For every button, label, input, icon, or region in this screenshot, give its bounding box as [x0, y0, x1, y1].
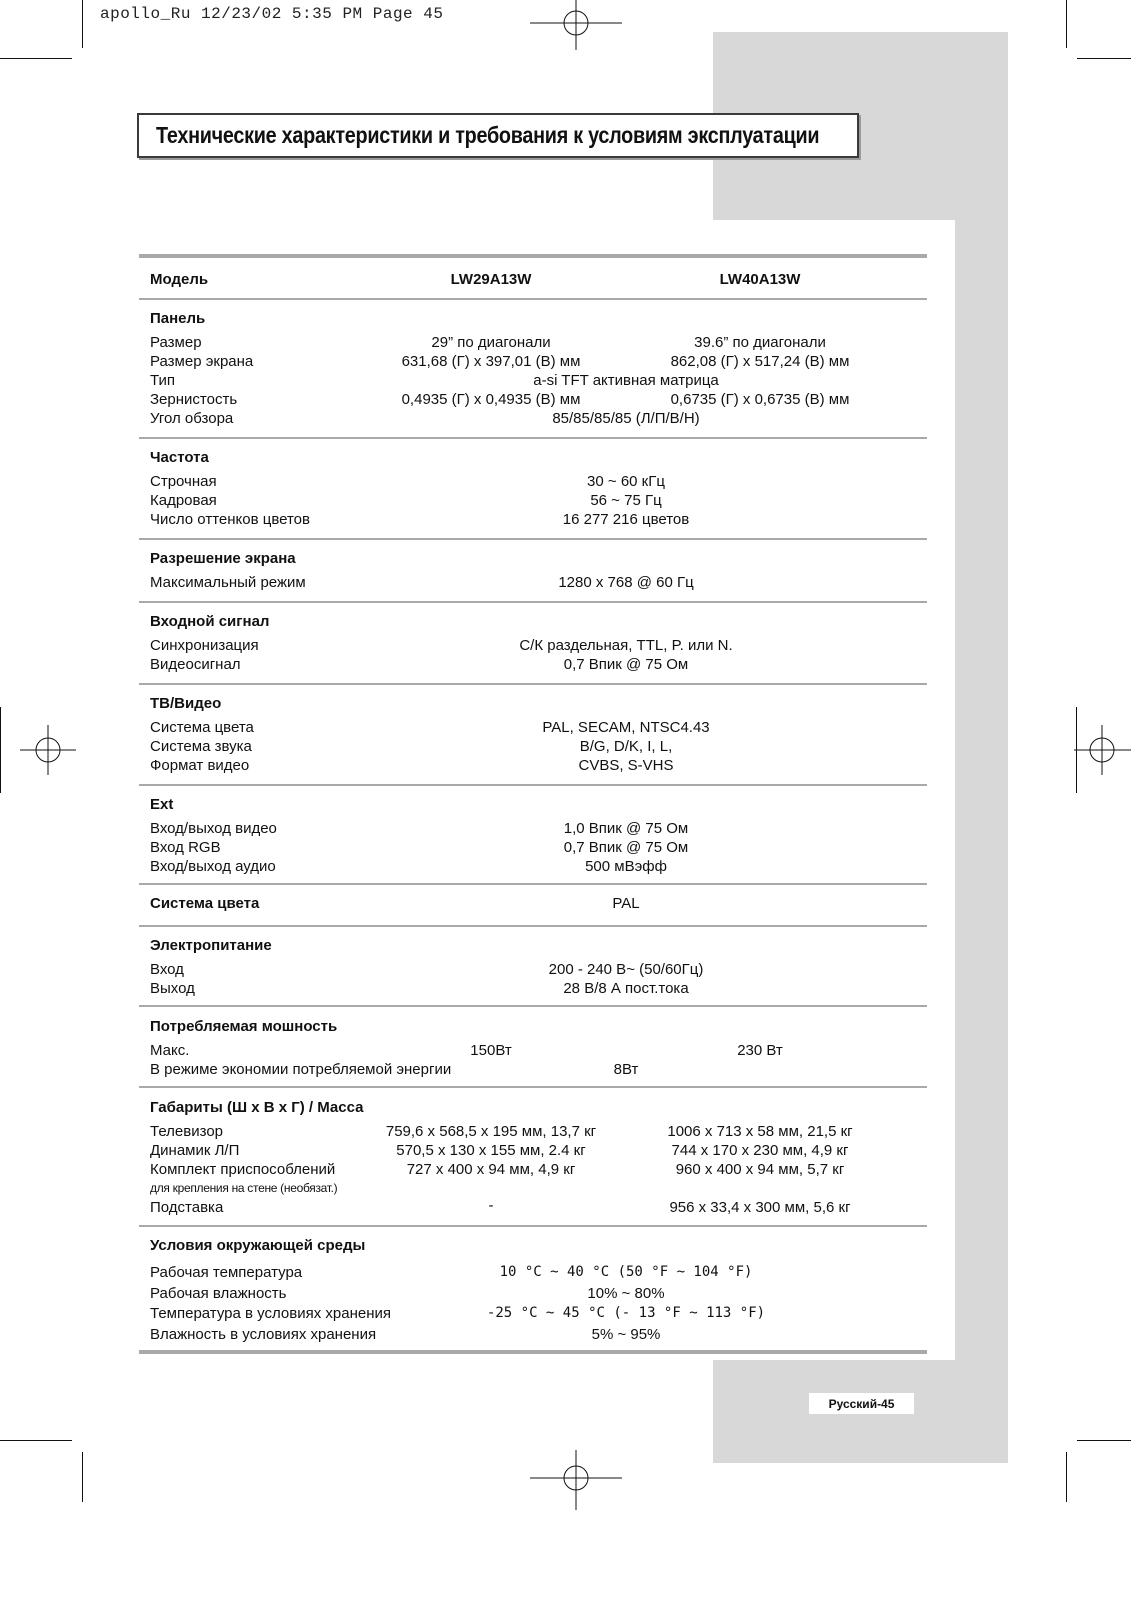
model-header-label: Модель	[150, 271, 209, 288]
spec-value: 500 мВэфф	[585, 858, 667, 875]
spec-value: 56 ~ 75 Гц	[590, 492, 662, 509]
spec-label: Подставка	[150, 1199, 224, 1216]
spec-value-model-2: 39.6” по диагонали	[694, 334, 826, 351]
spec-label: Синхронизация	[150, 637, 259, 654]
section-heading: Система цвета	[150, 895, 260, 912]
divider	[139, 538, 927, 540]
section-heading: Разрешение экрана	[150, 550, 296, 567]
divider	[139, 601, 927, 603]
spec-value: PAL	[612, 895, 640, 912]
spec-label: Рабочая температура	[150, 1264, 303, 1281]
spec-value: 10 °C ~ 40 °C (50 °F ~ 104 °F)	[499, 1264, 753, 1280]
spec-value-model-1: 29” по диагонали	[431, 334, 551, 351]
spec-label: Строчная	[150, 473, 217, 490]
spec-value-model-2: 1006 x 713 x 58 мм, 21,5 кг	[667, 1123, 853, 1140]
spec-value-model-1: 727 x 400 x 94 мм, 4,9 кг	[406, 1161, 576, 1178]
spec-value: a-si TFT активная матрица	[533, 372, 719, 389]
spec-value: 16 277 216 цветов	[562, 511, 690, 528]
spec-value-model-2: 960 x 400 x 94 мм, 5,7 кг	[675, 1161, 845, 1178]
spec-label: Размер экрана	[150, 353, 254, 370]
section-heading: Габариты (Ш x В x Г) / Масса	[150, 1099, 364, 1116]
spec-value: 85/85/85/85 (Л/П/В/Н)	[552, 410, 700, 427]
spec-value: PAL, SECAM, NTSC4.43	[542, 719, 710, 736]
model-1-header: LW29A13W	[450, 271, 532, 288]
spec-label: Вход/выход аудио	[150, 858, 276, 875]
spec-label: Вход/выход видео	[150, 820, 277, 837]
spec-value: -25 °C ~ 45 °C (- 13 °F ~ 113 °F)	[486, 1305, 766, 1321]
crop-mark	[1077, 58, 1131, 59]
section-heading: ТВ/Видео	[150, 695, 222, 712]
crop-mark	[1077, 1440, 1131, 1441]
spec-value: 0,7 Впик @ 75 Ом	[563, 656, 689, 673]
divider	[139, 1350, 927, 1354]
section-heading: Частота	[150, 449, 209, 466]
spec-value: CVBS, S-VHS	[578, 757, 674, 774]
spec-label: Влажность в условиях хранения	[150, 1326, 377, 1343]
spec-label: Максимальный режим	[150, 574, 306, 591]
spec-label: Система цвета	[150, 719, 254, 736]
spec-label: Макс.	[150, 1042, 190, 1059]
crop-mark	[1066, 0, 1067, 48]
spec-label: Температура в условиях хранения	[150, 1305, 391, 1322]
divider	[139, 683, 927, 685]
spec-label: В режиме экономии потребляемой энергии	[150, 1061, 452, 1078]
crop-mark	[1066, 1452, 1067, 1502]
divider	[139, 784, 927, 786]
crop-mark	[0, 58, 72, 59]
spec-value: С/К раздельная, TTL, P. или N.	[519, 637, 733, 654]
spec-value-model-2: 862,08 (Г) x 517,24 (В) мм	[670, 353, 850, 370]
spec-value-model-1: 631,68 (Г) x 397,01 (В) мм	[401, 353, 581, 370]
page-title-box	[137, 113, 859, 158]
spec-value-model-1: 759,6 x 568,5 x 195 мм, 13,7 кг	[385, 1123, 597, 1140]
print-slug: apollo_Ru 12/23/02 5:35 PM Page 45	[100, 5, 444, 23]
spec-label: Размер	[150, 334, 202, 351]
spec-label: Рабочая влажность	[150, 1285, 287, 1302]
spec-value-model-2: 956 x 33,4 x 300 мм, 5,6 кг	[669, 1199, 851, 1216]
spec-value-model-2: 230 Вт	[737, 1042, 783, 1059]
registration-mark-icon	[20, 725, 76, 775]
section-heading: Потребляемая мошность	[150, 1018, 338, 1035]
crop-mark	[82, 0, 83, 48]
spec-value: 0,7 Впик @ 75 Ом	[563, 839, 689, 856]
crop-mark	[0, 707, 1, 793]
spec-label: Угол обзора	[150, 410, 234, 427]
spec-label: Тип	[150, 372, 176, 389]
divider	[139, 298, 927, 300]
spec-label: Телевизор	[150, 1123, 224, 1140]
registration-mark-icon	[1074, 725, 1131, 775]
section-heading: Панель	[150, 310, 206, 327]
spec-label: Кадровая	[150, 492, 217, 509]
spec-label: Выход	[150, 980, 195, 997]
page-number: Русский-45	[828, 1396, 895, 1411]
page-title: Технические характеристики и требования к условиям эксплуатации	[156, 122, 820, 148]
spec-value-model-1: -	[488, 1197, 494, 1214]
spec-value: 28 В/8 А пост.тока	[563, 980, 689, 997]
page-number-box	[809, 1393, 914, 1414]
section-heading: Условия окружающей среды	[150, 1237, 366, 1254]
spec-value-model-1: 570,5 x 130 x 155 мм, 2.4 кг	[396, 1142, 586, 1159]
model-2-header: LW40A13W	[719, 271, 801, 288]
spec-value: 1280 x 768 @ 60 Гц	[558, 574, 694, 591]
spec-label: Вход	[150, 961, 184, 978]
section-heading: Ext	[150, 796, 174, 813]
spec-value: 8Вт	[613, 1061, 639, 1078]
spec-label: Комплект приспособлений	[150, 1161, 336, 1178]
divider	[139, 437, 927, 439]
divider	[139, 1225, 927, 1227]
divider	[139, 883, 927, 885]
divider	[139, 925, 927, 927]
spec-value-model-1: 0,4935 (Г) x 0,4935 (В) мм	[401, 391, 581, 408]
spec-value: 30 ~ 60 кГц	[587, 473, 665, 490]
crop-mark	[0, 1440, 72, 1441]
spec-label: Вход RGB	[150, 839, 221, 856]
spec-value: 200 - 240 В~ (50/60Гц)	[548, 961, 704, 978]
spec-note: для крепления на стене (необязат.)	[150, 1181, 338, 1195]
registration-mark-icon	[530, 0, 622, 50]
divider	[139, 1086, 927, 1088]
page-decoration	[955, 220, 1008, 1360]
spec-value: 5% ~ 95%	[591, 1326, 661, 1343]
section-heading: Входной сигнал	[150, 613, 270, 630]
spec-value-model-1: 150Вт	[470, 1042, 512, 1059]
spec-label: Число оттенков цветов	[150, 511, 310, 528]
spec-value-model-2: 0,6735 (Г) x 0,6735 (В) мм	[670, 391, 850, 408]
registration-mark-icon	[530, 1450, 622, 1510]
spec-value: 1,0 Впик @ 75 Ом	[563, 820, 689, 837]
spec-label: Формат видео	[150, 757, 250, 774]
spec-value-model-2: 744 x 170 x 230 мм, 4,9 кг	[671, 1142, 849, 1159]
spec-label: Видеосигнал	[150, 656, 241, 673]
spec-value: B/G, D/K, I, L,	[579, 738, 673, 755]
divider	[139, 1005, 927, 1007]
section-heading: Электропитание	[150, 937, 272, 954]
spec-value: 10% ~ 80%	[587, 1285, 665, 1302]
spec-label: Динамик Л/П	[150, 1142, 240, 1159]
spec-label: Зернистость	[150, 391, 238, 408]
spec-label: Система звука	[150, 738, 252, 755]
crop-mark	[82, 1452, 83, 1502]
divider	[139, 254, 927, 258]
